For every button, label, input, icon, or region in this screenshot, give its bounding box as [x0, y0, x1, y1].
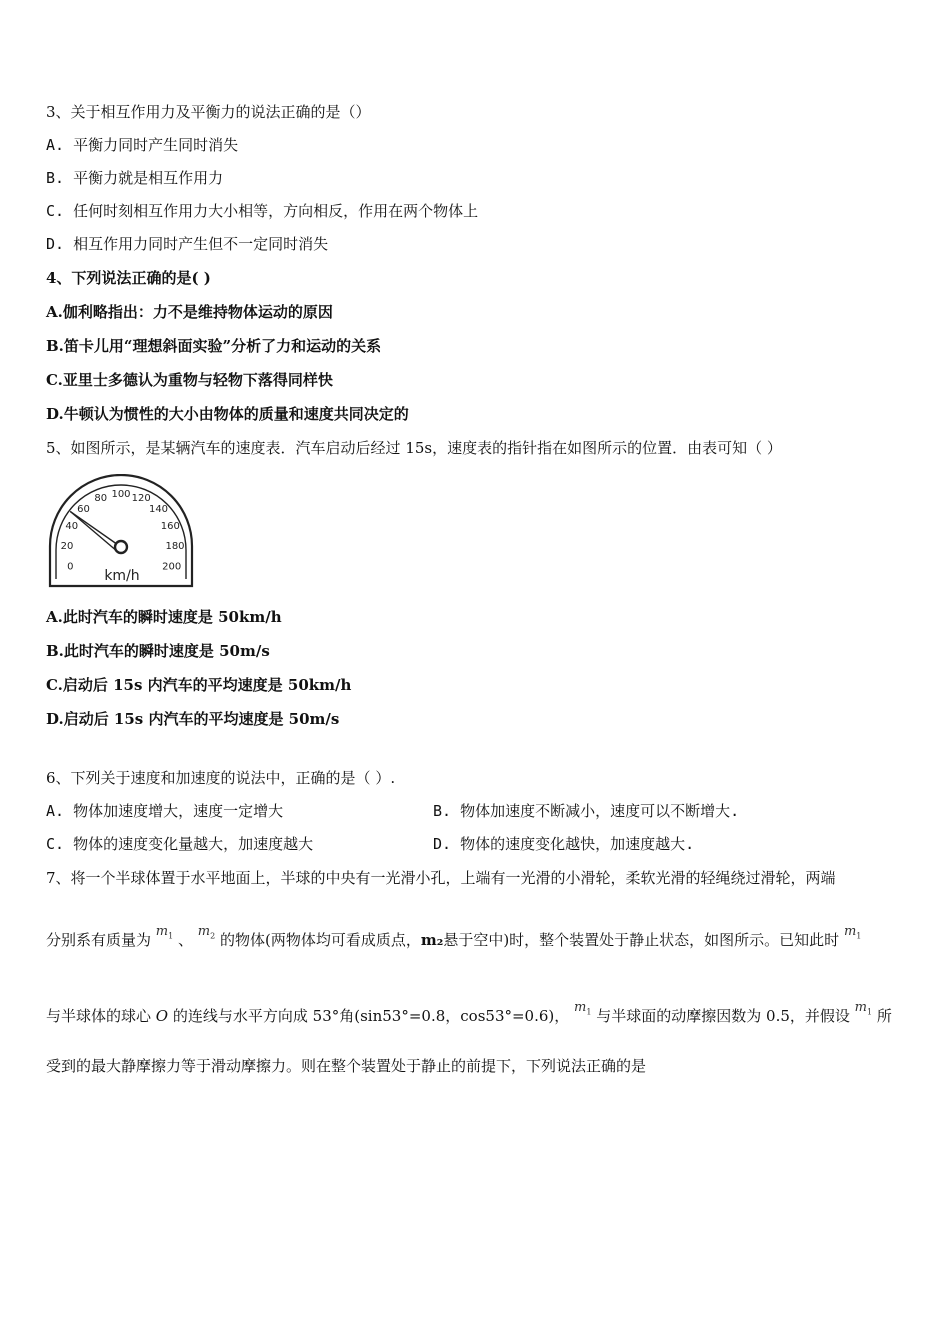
q6-option-c: C. 物体的速度变化量越大，加速度越大 [46, 835, 314, 853]
q5-option-b: B.此时汽车的瞬时速度是 50m/s [46, 642, 270, 660]
speedometer-unit: km/h [104, 568, 140, 584]
q6-option-a: A. 物体加速度增大，速度一定增大 [46, 802, 284, 820]
q4-stem: 4、下列说法正确的是( ) [46, 269, 211, 287]
speedometer-tick-200: 200 [162, 561, 182, 573]
q4-option-d: D.牛顿认为惯性的大小由物体的质量和速度共同决定的 [46, 405, 409, 423]
q7-line-3-text-a: 与半球体的球心 [46, 1007, 152, 1025]
speedometer-tick-60: 60 [77, 504, 90, 516]
m1-letter: m [854, 1000, 867, 1015]
speedometer-tick-20: 20 [60, 541, 74, 553]
q7-line-1: 7、将一个半球体置于水平地面上，半球的中央有一光滑小孔，上端有一光滑的小滑轮，柔软光滑的轻绳绕过滑轮，两端 [46, 869, 836, 887]
q5-stem: 5、如图所示，是某辆汽车的速度表．汽车启动后经过 15s，速度表的指针指在如图所示的位置．由表可知（ ） [46, 439, 782, 457]
q7-center-o: O [155, 1007, 169, 1025]
m1-subscript: 1 [856, 931, 862, 941]
q7-line-3-text-d: 所 [876, 1007, 892, 1025]
q7-m1-symbol-last [855, 1000, 872, 1015]
speedometer-tick-180: 180 [165, 541, 185, 553]
speedometer-tick-40: 40 [65, 521, 79, 532]
q3-stem: 3、关于相互作用力及平衡力的说法正确的是（） [46, 103, 371, 121]
m1-subscript: 1 [866, 1007, 873, 1017]
q6-option-b: B. 物体加速度不断减小，速度可以不断增大. [433, 802, 740, 820]
q7-separator: 、 [178, 931, 194, 949]
q7-m2-bold: m₂ [420, 931, 444, 949]
q7-line-2-text-b: 的物体(两物体均可看成质点， [220, 931, 421, 949]
q6-option-d: D. 物体的速度变化越快，加速度越大. [433, 835, 695, 853]
m1-letter: m [574, 1000, 587, 1015]
q7-line-3-text-b: 的连线与水平方向成 53°角(sin53°=0.8，cos53°=0.6)， [172, 1007, 570, 1025]
q7-line-2-text-c: 悬于空中)时，整个装置处于静止状态，如图所示。已知此时 [443, 931, 840, 949]
m1-letter: m [155, 924, 169, 939]
speedometer-tick-80: 80 [94, 492, 108, 504]
speedometer-tick-120: 120 [131, 492, 151, 504]
speedometer-tick-0: 0 [67, 561, 74, 573]
m2-subscript: 2 [210, 931, 216, 941]
q3-option-b: B. 平衡力就是相互作用力 [46, 169, 224, 187]
q7-m2-symbol [198, 924, 215, 939]
q7-line-3-text-c: 与半球面的动摩擦因数为 0.5，并假设 [596, 1007, 850, 1025]
q7-line-2 [46, 924, 862, 957]
speedometer-hub [115, 541, 127, 553]
q7-m1-symbol [156, 924, 173, 939]
q3-option-a: A. 平衡力同时产生同时消失 [46, 136, 239, 154]
m1-subscript: 1 [168, 931, 174, 941]
q5-option-a: A.此时汽车的瞬时速度是 50km/h [46, 608, 282, 626]
q5-option-d: D.启动后 15s 内汽车的平均速度是 50m/s [46, 710, 340, 728]
q3-option-d: D. 相互作用力同时产生但不一定同时消失 [46, 235, 329, 253]
q3-option-c: C. 任何时刻相互作用力大小相等，方向相反，作用在两个物体上 [46, 202, 479, 220]
m2-letter: m [197, 924, 211, 939]
q4-option-a: A.伽利略指出：力不是维持物体运动的原因 [46, 303, 333, 321]
speedometer-tick-140: 140 [148, 504, 169, 516]
q4-option-c: C.亚里士多德认为重物与轻物下落得同样快 [46, 371, 333, 389]
m1-letter: m [843, 924, 857, 939]
q7-m1-symbol-mid [574, 1000, 591, 1015]
q6-stem: 6、下列关于速度和加速度的说法中，正确的是（ ）. [46, 769, 396, 787]
q7-m1-symbol-end [844, 924, 861, 939]
q4-option-b: B.笛卡儿用“理想斜面实验”分析了力和运动的关系 [46, 337, 382, 355]
q5-option-c: C.启动后 15s 内汽车的平均速度是 50km/h [46, 676, 352, 694]
speedometer-tick-160: 160 [160, 521, 180, 532]
speedometer-figure [44, 474, 198, 592]
speedometer-tick-100: 100 [111, 489, 131, 500]
q7-line-3 [46, 1000, 892, 1033]
q7-line-4: 受到的最大静摩擦力等于滑动摩擦力。则在整个装置处于静止的前提下，下列说法正确的是 [46, 1057, 647, 1075]
m1-subscript: 1 [586, 1007, 592, 1017]
q7-line-2-text-a: 分别系有质量为 [46, 931, 152, 949]
